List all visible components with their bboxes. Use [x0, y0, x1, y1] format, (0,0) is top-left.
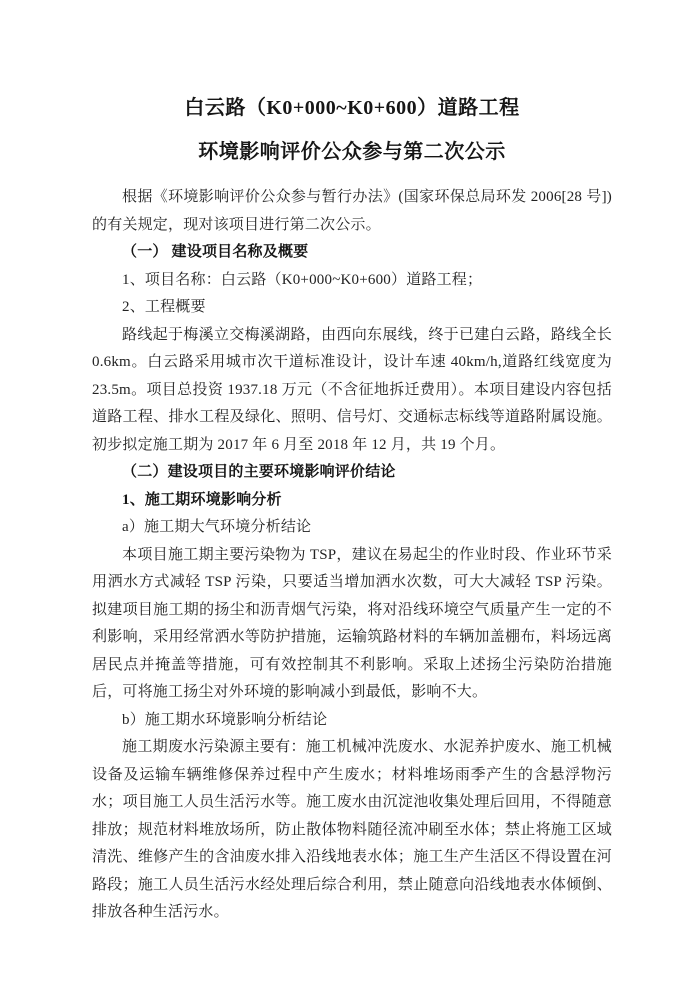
doc-title-line-1: 白云路（K0+000~K0+600）道路工程: [184, 97, 520, 119]
document-title-block: [92, 86, 612, 174]
construction-impact-heading: 1、施工期环境影响分析: [122, 491, 282, 508]
doc-title-line-2: 环境影响评价公众参与第二次公示: [198, 141, 506, 163]
section-1-heading: （一） 建设项目名称及概要: [122, 244, 309, 260]
project-overview-item: 2、工程概要: [122, 299, 206, 315]
water-analysis-paragraph: 施工期废水污染源主要有：施工机械冲洗废水、水泥养护废水、施工机械设备及运输车辆维修保养过程中产生废水；材料堆场雨季产生的含悬浮物污水；项目施工人员生活污水等。施工废水由沉淀池收集处理后回用，不得随意排放；规范材料堆放场所，防止散体物料随径流冲刷至水体；禁止将施工区域清洗、维修产生的含油废水排入沿线地表水体；施工生产生活区不得设置在河路段；施工人员生活污水经处理后综合利用，禁止随意向沿线地表水体倾倒、排放各种生活污水。: [92, 739, 612, 920]
document-body: [92, 184, 612, 927]
intro-paragraph: 根据《环境影响评价公众参与暂行办法》(国家环保总局环发 2006[28 号])的有关规定，现对该项目进行第二次公示。: [92, 189, 612, 233]
water-analysis-subheading: b）施工期水环境影响分析结论: [122, 711, 328, 728]
air-analysis-paragraph: 本项目施工期主要污染物为 TSP，建议在易起尘的作业时段、作业环节采用洒水方式减轻 TSP 污染，只要适当增加洒水次数，可大大减轻 TSP 污染。拟建项目施工期的扬尘和沥青烟气污染，将对沿线环境空气质量产生一定的不利影响，采用经常洒水等防护措施，运输筑路材料的车辆加盖棚布，料场远离居民点并掩盖等措施，可有效控制其不利影响。采取上述扬尘污染防治措施后，可将施工扬尘对外环境的影响减小到最低，影响不大。: [92, 546, 612, 700]
project-overview-paragraph: 路线起于梅溪立交梅溪湖路，由西向东展线，终于已建白云路，路线全长 0.6km。白云路采用城市次干道标准设计，设计车速 40km/h,道路红线宽度为 23.5m。项目总投资 1937.18 万元（不含征地拆迁费用）。本项目建设内容包括道路工程、排水工程及绿化、照明、信号灯、交通标志标线等道路附属设施。初步拟定施工期为 2017 年 6 月至 2018 年 12 月，共 19 个月。: [92, 326, 612, 453]
section-2-heading: （二）建设项目的主要环境影响评价结论: [122, 464, 396, 480]
air-analysis-subheading: a）施工期大气环境分析结论: [122, 519, 312, 535]
project-name-item: 1、项目名称：白云路（K0+000~K0+600）道路工程；: [122, 271, 483, 288]
